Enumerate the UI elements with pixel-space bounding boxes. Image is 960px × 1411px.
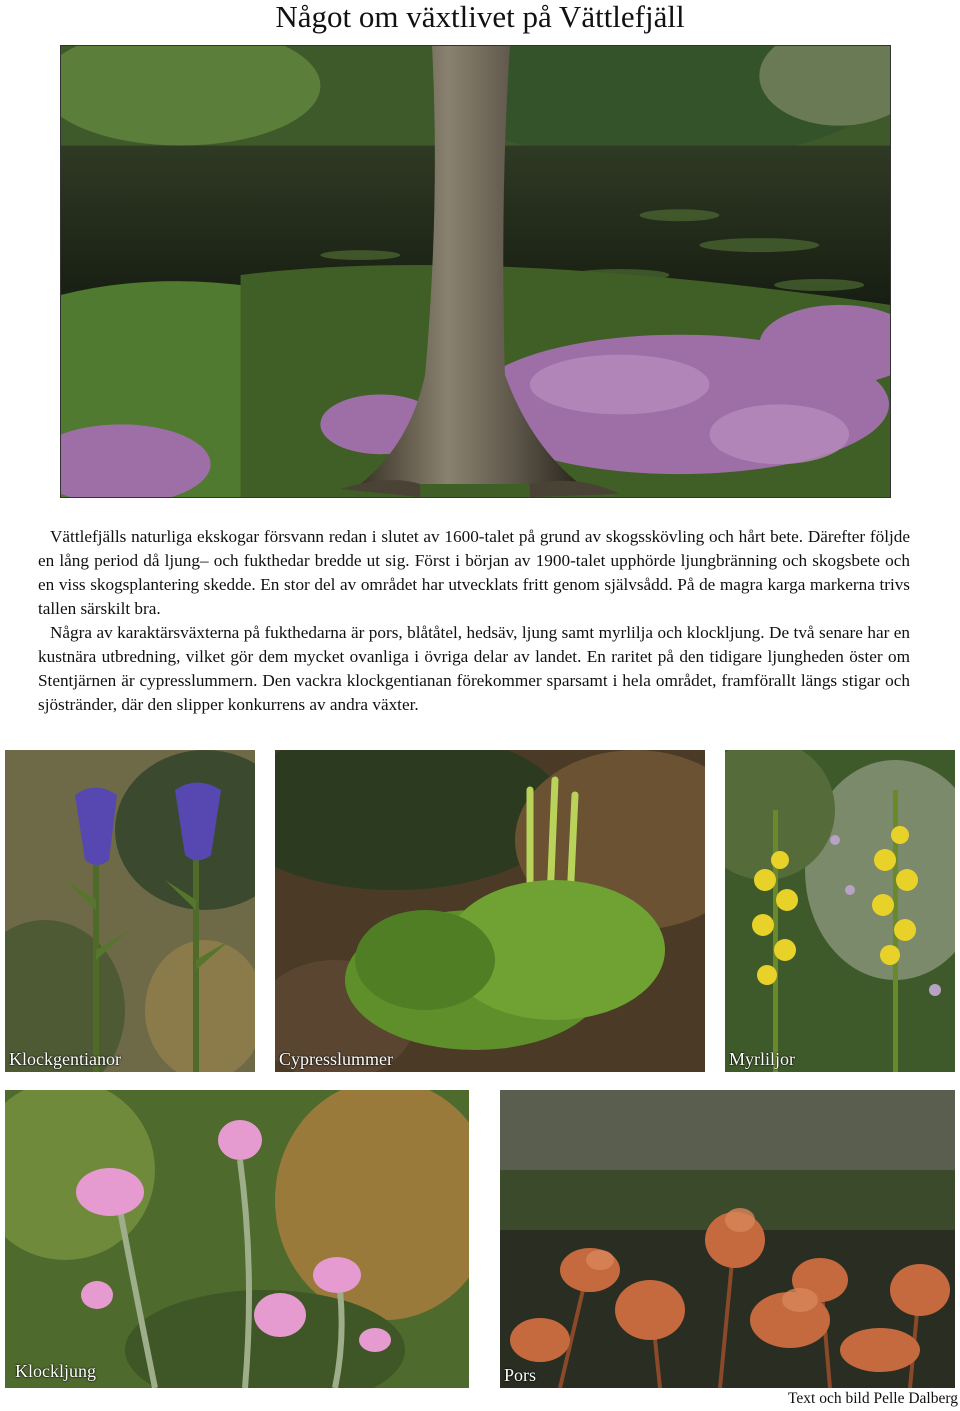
photo-klockljung — [5, 1090, 469, 1388]
hero-photo-pine-pond — [60, 45, 891, 498]
photo-cypresslummer — [275, 750, 705, 1072]
photo-klockgentianor — [5, 750, 255, 1072]
caption-pors: Pors — [504, 1365, 537, 1385]
photo-myrliljor — [725, 750, 955, 1072]
photo-pors — [500, 1090, 955, 1388]
caption-myrliljor: Myrliljor — [729, 1049, 795, 1069]
caption-klockgentianor: Klockgentianor — [9, 1049, 121, 1069]
caption-klockljung: Klockljung — [15, 1361, 96, 1381]
caption-cypresslummer: Cypresslummer — [279, 1049, 393, 1069]
page-title: Något om växtlivet på Vättlefjäll — [275, 0, 685, 34]
photo-credit: Text och bild Pelle Dalberg — [788, 1390, 958, 1407]
paragraph-history: Vättlefjälls naturliga ekskogar försvann redan i slutet av 1600-talet på grund av skogsskövling och hårt bete. Därefter följde en lång period då ljung– och fukthedar bredde ut sig. Först i början av 1900-talet upphörde ljungbränning och skogsbete och en viss skogsplantering skedde. En stor del av området har utvecklats fritt genom självsådd. På de magra karga markerna trivs tallen särskilt bra. — [38, 527, 910, 618]
paragraph-plants: Några av karaktärsväxterna på fukthedarna är pors, blåtåtel, hedsäv, ljung samt myrlilja och klockljung. De två senare har en kustnära utbredning, vilket gör dem mycket ovanliga i övriga delar av landet. En raritet på den tidigare ljungheden öster om Stentjärnen är cypresslummern. Den vackra klockgentianan förekommer sparsamt i hela området, framförallt längs stigar och sjöstränder, där den slipper konkurrens av andra växter. — [38, 623, 910, 714]
body-text — [38, 525, 910, 717]
